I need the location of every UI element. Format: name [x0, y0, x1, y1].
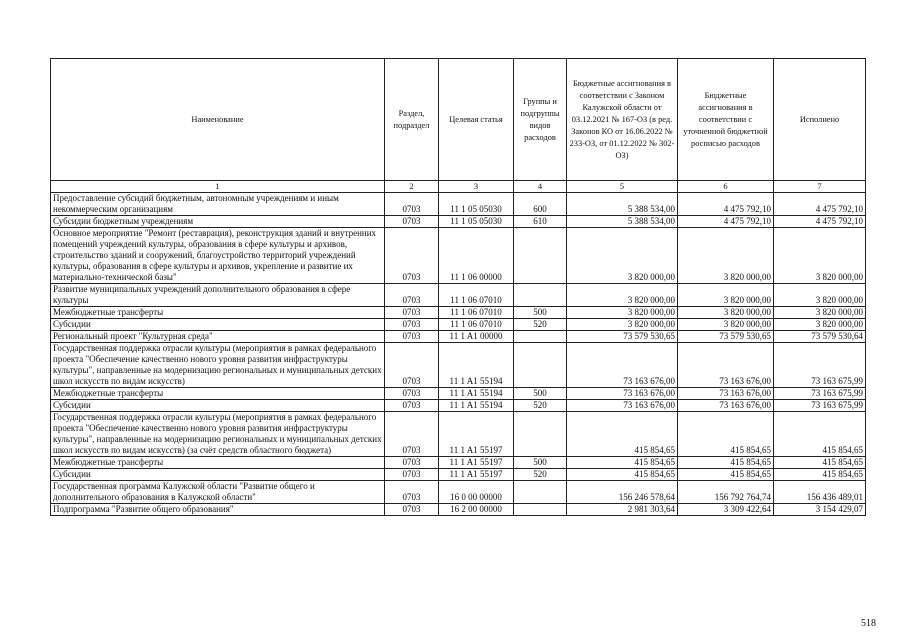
budget-table	[50, 58, 866, 516]
row-target-cell: 11 1 A1 55194	[439, 388, 514, 400]
table-row	[51, 469, 866, 481]
row-group-cell: 520	[514, 400, 567, 412]
table-row	[51, 284, 866, 307]
row-budget-refined-cell: 73 163 676,00	[678, 343, 774, 388]
row-name-cell: Субсидии	[51, 469, 385, 481]
header-name: Наименование	[51, 59, 385, 181]
row-target-cell: 11 1 06 07010	[439, 319, 514, 331]
row-section-cell: 0703	[385, 343, 439, 388]
column-number: 2	[385, 181, 439, 193]
row-target-cell: 11 1 06 07010	[439, 284, 514, 307]
row-section-cell: 0703	[385, 307, 439, 319]
row-name-cell: Государственная поддержка отрасли культуры (мероприятия в рамках федерального проекта "Обеспечение качественно нового уровня развития инфраструктуры культуры", направленные на модернизацию региональных и муниципальных детских школ искусств по видам искусств)	[51, 343, 385, 388]
table-row	[51, 193, 866, 216]
row-budget-refined-cell: 3 309 422,64	[678, 504, 774, 516]
row-budget-law-cell: 73 579 530,65	[567, 331, 678, 343]
row-group-cell	[514, 284, 567, 307]
table-row	[51, 216, 866, 228]
row-group-cell	[514, 343, 567, 388]
row-name-cell: Межбюджетные трансферты	[51, 388, 385, 400]
row-budget-refined-cell: 73 163 676,00	[678, 388, 774, 400]
row-budget-law-cell: 5 388 534,00	[567, 216, 678, 228]
row-budget-law-cell: 3 820 000,00	[567, 228, 678, 284]
column-number-row	[51, 181, 866, 193]
row-section-cell: 0703	[385, 481, 439, 504]
row-section-cell: 0703	[385, 331, 439, 343]
column-number: 6	[678, 181, 774, 193]
row-section-cell: 0703	[385, 284, 439, 307]
row-executed-cell: 73 163 675,99	[774, 400, 866, 412]
row-group-cell: 500	[514, 388, 567, 400]
header-section: Раздел, подраздел	[385, 59, 439, 181]
header-group: Группы и подгруппы видов расходов	[514, 59, 567, 181]
row-executed-cell: 73 579 530,64	[774, 331, 866, 343]
row-name-cell: Субсидии	[51, 319, 385, 331]
row-group-cell: 520	[514, 319, 567, 331]
row-target-cell: 11 1 06 00000	[439, 228, 514, 284]
column-number: 1	[51, 181, 385, 193]
row-executed-cell: 3 820 000,00	[774, 319, 866, 331]
table-row	[51, 388, 866, 400]
header-budget-refined: Бюджетные ассигнования в соответствии с уточненной бюджетной росписью расходов	[678, 59, 774, 181]
row-executed-cell: 3 820 000,00	[774, 228, 866, 284]
row-executed-cell: 4 475 792,10	[774, 193, 866, 216]
row-budget-law-cell: 415 854,65	[567, 469, 678, 481]
row-executed-cell: 415 854,65	[774, 412, 866, 457]
row-target-cell: 11 1 A1 55194	[439, 400, 514, 412]
row-name-cell: Региональный проект "Культурная среда"	[51, 331, 385, 343]
row-target-cell: 16 2 00 00000	[439, 504, 514, 516]
row-group-cell	[514, 228, 567, 284]
row-target-cell: 11 1 A1 00000	[439, 331, 514, 343]
row-group-cell: 500	[514, 457, 567, 469]
row-target-cell: 11 1 A1 55194	[439, 343, 514, 388]
row-target-cell: 11 1 05 05030	[439, 216, 514, 228]
row-budget-law-cell: 73 163 676,00	[567, 388, 678, 400]
row-name-cell: Межбюджетные трансферты	[51, 457, 385, 469]
row-executed-cell: 73 163 675,99	[774, 388, 866, 400]
row-executed-cell: 156 436 489,01	[774, 481, 866, 504]
row-budget-refined-cell: 73 579 530,65	[678, 331, 774, 343]
row-executed-cell: 3 820 000,00	[774, 307, 866, 319]
header-target: Целевая статья	[439, 59, 514, 181]
header-executed: Исполнено	[774, 59, 866, 181]
row-budget-refined-cell: 3 820 000,00	[678, 307, 774, 319]
row-target-cell: 11 1 A1 55197	[439, 412, 514, 457]
row-name-cell: Государственная поддержка отрасли культуры (мероприятия в рамках федерального проекта "Обеспечение качественно нового уровня развития инфраструктуры культуры", направленные на модернизацию региональных и муниципальных детских школ искусств по видам искусств) (за счёт средств областного бюджета)	[51, 412, 385, 457]
row-name-cell: Предоставление субсидий бюджетным, автономным учреждениям и иным некоммерческим организациям	[51, 193, 385, 216]
row-budget-refined-cell: 4 475 792,10	[678, 193, 774, 216]
row-budget-law-cell: 3 820 000,00	[567, 319, 678, 331]
table-row	[51, 457, 866, 469]
row-group-cell: 500	[514, 307, 567, 319]
row-budget-refined-cell: 156 792 764,74	[678, 481, 774, 504]
row-executed-cell: 4 475 792,10	[774, 216, 866, 228]
table-header-row	[51, 59, 866, 181]
row-name-cell: Субсидии	[51, 400, 385, 412]
row-budget-law-cell: 5 388 534,00	[567, 193, 678, 216]
row-budget-law-cell: 415 854,65	[567, 457, 678, 469]
table-row	[51, 307, 866, 319]
row-budget-refined-cell: 415 854,65	[678, 412, 774, 457]
column-number: 7	[774, 181, 866, 193]
row-name-cell: Развитие муниципальных учреждений дополнительного образования в сфере культуры	[51, 284, 385, 307]
row-executed-cell: 3 154 429,07	[774, 504, 866, 516]
column-number: 3	[439, 181, 514, 193]
row-budget-refined-cell: 3 820 000,00	[678, 228, 774, 284]
row-budget-refined-cell: 415 854,65	[678, 457, 774, 469]
table-row	[51, 412, 866, 457]
table-row	[51, 400, 866, 412]
row-budget-refined-cell: 415 854,65	[678, 469, 774, 481]
row-section-cell: 0703	[385, 228, 439, 284]
row-budget-law-cell: 156 246 578,64	[567, 481, 678, 504]
row-section-cell: 0703	[385, 412, 439, 457]
row-budget-law-cell: 73 163 676,00	[567, 400, 678, 412]
table-row	[51, 481, 866, 504]
row-section-cell: 0703	[385, 193, 439, 216]
row-group-cell: 610	[514, 216, 567, 228]
row-budget-refined-cell: 3 820 000,00	[678, 284, 774, 307]
table-row	[51, 343, 866, 388]
row-target-cell: 11 1 A1 55197	[439, 457, 514, 469]
row-budget-law-cell: 3 820 000,00	[567, 307, 678, 319]
row-name-cell: Подпрограмма "Развитие общего образования"	[51, 504, 385, 516]
table-row	[51, 228, 866, 284]
row-budget-law-cell: 3 820 000,00	[567, 284, 678, 307]
page-number: 518	[861, 618, 876, 629]
table-row	[51, 504, 866, 516]
row-section-cell: 0703	[385, 457, 439, 469]
row-target-cell: 11 1 05 05030	[439, 193, 514, 216]
row-budget-law-cell: 415 854,65	[567, 412, 678, 457]
header-budget-law: Бюджетные ассигнования в соответствии с Законом Калужской области от 03.12.2021 № 167-ОЗ (в ред. Законов КО от 16.06.2022 № 233-ОЗ, от 01.12.2022 № 302-ОЗ)	[567, 59, 678, 181]
row-name-cell: Основное мероприятие "Ремонт (реставрация), реконструкция зданий и внутренних помещений учреждений культуры, образования в сфере культуры и архивов, строительство зданий и сооружений, благоустройство территорий учреждений культуры, образования в сфере культуры и архивов, укрепление и развитие их материально-технической базы"	[51, 228, 385, 284]
column-number: 5	[567, 181, 678, 193]
row-target-cell: 16 0 00 00000	[439, 481, 514, 504]
row-budget-refined-cell: 73 163 676,00	[678, 400, 774, 412]
table-row	[51, 319, 866, 331]
row-group-cell	[514, 331, 567, 343]
row-executed-cell: 3 820 000,00	[774, 284, 866, 307]
row-group-cell	[514, 504, 567, 516]
row-group-cell	[514, 412, 567, 457]
row-executed-cell: 73 163 675,99	[774, 343, 866, 388]
row-group-cell: 600	[514, 193, 567, 216]
row-budget-refined-cell: 3 820 000,00	[678, 319, 774, 331]
row-budget-law-cell: 2 981 303,64	[567, 504, 678, 516]
row-target-cell: 11 1 A1 55197	[439, 469, 514, 481]
row-name-cell: Межбюджетные трансферты	[51, 307, 385, 319]
row-section-cell: 0703	[385, 400, 439, 412]
row-section-cell: 0703	[385, 504, 439, 516]
row-name-cell: Государственная программа Калужской области "Развитие общего и дополнительного образования в Калужской области"	[51, 481, 385, 504]
row-budget-refined-cell: 4 475 792,10	[678, 216, 774, 228]
row-section-cell: 0703	[385, 388, 439, 400]
row-executed-cell: 415 854,65	[774, 469, 866, 481]
row-budget-law-cell: 73 163 676,00	[567, 343, 678, 388]
column-number: 4	[514, 181, 567, 193]
row-section-cell: 0703	[385, 469, 439, 481]
row-name-cell: Субсидии бюджетным учреждениям	[51, 216, 385, 228]
table-body	[51, 193, 866, 516]
row-group-cell: 520	[514, 469, 567, 481]
row-group-cell	[514, 481, 567, 504]
row-section-cell: 0703	[385, 319, 439, 331]
row-section-cell: 0703	[385, 216, 439, 228]
row-executed-cell: 415 854,65	[774, 457, 866, 469]
row-target-cell: 11 1 06 07010	[439, 307, 514, 319]
table-row	[51, 331, 866, 343]
